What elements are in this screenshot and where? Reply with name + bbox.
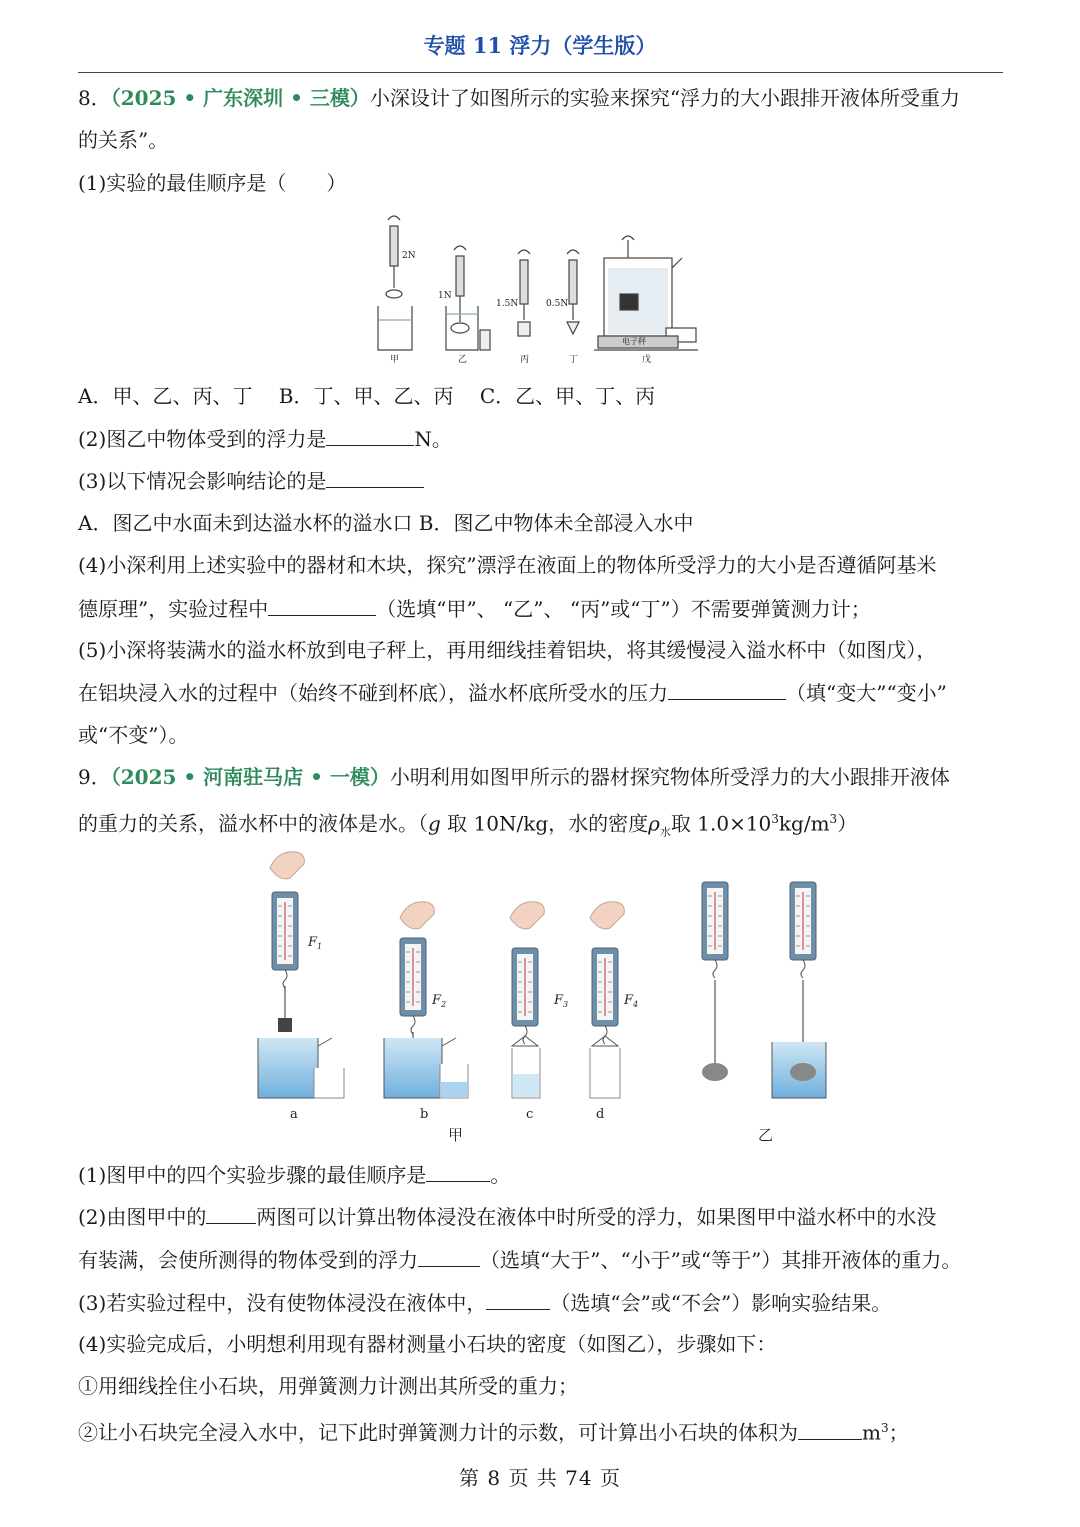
q8-stem-line2: 的关系”。 bbox=[78, 128, 169, 152]
q8-part5-line2 bbox=[78, 678, 947, 707]
q9-part2-text1: (2)由图甲中的 bbox=[78, 1205, 207, 1229]
q9-part3-text2: （选填“会”或“不会”）影响实验结果。 bbox=[550, 1291, 892, 1315]
fig9-caption-yi: 乙 bbox=[758, 1126, 774, 1144]
fig9-caption-jia: 甲 bbox=[448, 1126, 464, 1144]
fig8-force-bing: 1.5N bbox=[496, 299, 519, 309]
fig9-force-f3: $F_3$ bbox=[554, 993, 569, 1009]
q8-part2-text: (2)图乙中物体受到的浮力是 bbox=[78, 427, 327, 451]
q9-number: 9． bbox=[78, 765, 111, 789]
q9-part1 bbox=[78, 1160, 510, 1189]
q9-stem-line2 bbox=[78, 805, 857, 847]
page-footer: 第 8 页 共 74 页 bbox=[459, 1466, 621, 1490]
q9-stem-exp-b: 3 bbox=[829, 812, 838, 826]
q9-part3-blank[interactable] bbox=[486, 1288, 550, 1310]
q9-part1-text: (1)图甲中的四个实验步骤的最佳顺序是 bbox=[78, 1163, 427, 1187]
q9-step2-unit: m bbox=[862, 1420, 881, 1445]
q9-step2 bbox=[78, 1414, 909, 1447]
q9-part3 bbox=[78, 1288, 891, 1317]
q8-part2 bbox=[78, 424, 452, 453]
fig8-force-yi: 1N bbox=[438, 291, 452, 301]
q9-part2-line2 bbox=[78, 1245, 961, 1274]
q8-part1: (1)实验的最佳顺序是（ ） bbox=[78, 171, 347, 195]
q8-part3-blank[interactable] bbox=[326, 466, 424, 488]
fig9-label-c: c bbox=[526, 1107, 534, 1122]
q9-step2-blank[interactable] bbox=[798, 1418, 862, 1440]
q8-part5-text: 在铝块浸入水的过程中（始终不碰到杯底），溢水杯底所受水的压力 bbox=[78, 681, 668, 705]
fig8-force-ding: 0.5N bbox=[546, 299, 569, 309]
fig9-setup-yi-air bbox=[702, 882, 728, 1081]
q8-part4-text2: （选填“甲”、 “乙”、 “丙”或“丁”）不需要弹簧测力计； bbox=[376, 597, 871, 621]
q9-stem-rho-sub: 水 bbox=[659, 825, 671, 839]
q8-stem-line1 bbox=[78, 84, 960, 112]
q8-part3-text: (3)以下情况会影响结论的是 bbox=[78, 469, 327, 493]
q9-stem-text2d: kg/m bbox=[778, 811, 830, 836]
q8-number: 8． bbox=[78, 86, 111, 110]
q9-stem-g: g bbox=[428, 811, 441, 836]
q8-options1: A．甲、乙、丙、丁 B．丁、甲、乙、丙 C．乙、甲、丁、丙 bbox=[78, 384, 656, 408]
q8-options3: A．图乙中水面未到达溢水杯的溢水口 B．图乙中物体未全部浸入水中 bbox=[78, 511, 694, 535]
q9-part2-blank2[interactable] bbox=[418, 1245, 480, 1267]
fig9-label-b: b bbox=[420, 1107, 429, 1122]
q9-stem-exp-a: 3 bbox=[771, 812, 779, 826]
fig8-label-wu: 戊 bbox=[642, 355, 652, 365]
fig8-setup-yi bbox=[446, 246, 490, 350]
fig8-label-bing: 丙 bbox=[520, 355, 530, 365]
fig8-scale-label: 电子秤 bbox=[622, 337, 646, 346]
fig8-setup-wu bbox=[594, 236, 698, 350]
q8-part2-unit: N。 bbox=[414, 427, 452, 451]
q8-experiment-figure bbox=[360, 210, 700, 370]
q8-part5-text2: （填“变大”“变小” bbox=[786, 681, 947, 705]
q9-part2-text4: （选填“大于”、“小于”或“等于”）其排开液体的重力。 bbox=[480, 1248, 962, 1272]
fig8-force-jia: 2N bbox=[402, 251, 416, 261]
q8-part2-blank[interactable] bbox=[326, 424, 414, 446]
q8-part3 bbox=[78, 466, 424, 495]
fig9-step-c bbox=[510, 902, 544, 1098]
q9-part1-end: 。 bbox=[490, 1163, 511, 1187]
fig9-step-b bbox=[384, 902, 468, 1098]
q9-part3-text: (3)若实验过程中，没有使物体浸没在液体中， bbox=[78, 1291, 487, 1315]
q9-part4: (4)实验完成后，小明想利用现有器材测量小石块的密度（如图乙），步骤如下： bbox=[78, 1332, 777, 1356]
q8-part5-line3: 或“不变”）。 bbox=[78, 723, 189, 747]
fig9-force-f1: $F_1$ bbox=[308, 935, 323, 951]
q9-stem-text2a: 的重力的关系，溢水杯中的液体是水。（ bbox=[78, 811, 428, 836]
q9-stem-text2b: 取 10N/kg，水的密度 bbox=[440, 811, 649, 836]
page-header-title: 专题 11 浮力（学生版） bbox=[423, 33, 657, 58]
fig9-step-d bbox=[590, 902, 624, 1098]
q9-part2-blank1[interactable] bbox=[206, 1202, 256, 1224]
q9-step2-exp: 3 bbox=[880, 1421, 889, 1435]
fig8-setup-ding bbox=[567, 250, 579, 334]
fig9-setup-yi-water bbox=[772, 882, 826, 1098]
q9-stem-text2c: 取 1.0×10 bbox=[670, 811, 772, 836]
fig9-step-a bbox=[258, 852, 344, 1098]
q8-part4-line2 bbox=[78, 594, 871, 623]
q9-part2-text2: 两图可以计算出物体浸没在液体中时所受的浮力，如果图甲中溢水杯中的水没 bbox=[256, 1205, 937, 1229]
q9-stem-rho: ρ bbox=[648, 811, 660, 836]
q8-part5-blank[interactable] bbox=[668, 678, 786, 700]
q9-part2-text3: 有装满，会使所测得的物体受到的浮力 bbox=[78, 1248, 418, 1272]
q9-stem-text1: 小明利用如图甲所示的器材探究物体所受浮力的大小跟排开液体 bbox=[389, 765, 950, 789]
q9-part2-line1 bbox=[78, 1202, 936, 1231]
q9-experiment-figure bbox=[250, 846, 840, 1146]
fig8-label-yi: 乙 bbox=[458, 355, 468, 365]
fig9-label-a: a bbox=[290, 1107, 298, 1122]
q8-part5-line1: (5)小深将装满水的溢水杯放到电子秤上，再用细线挂着铝块，将其缓慢浸入溢水杯中（如图戊）， bbox=[78, 638, 937, 662]
q8-part4-blank[interactable] bbox=[268, 594, 376, 616]
q8-part4-line1: (4)小深利用上述实验中的器材和木块，探究”漂浮在液面上的物体所受浮力的大小是否遵循阿基米 bbox=[78, 553, 937, 577]
fig8-setup-jia bbox=[378, 216, 412, 350]
fig8-label-ding: 丁 bbox=[569, 355, 579, 365]
fig8-setup-bing bbox=[518, 250, 530, 336]
q8-stem-text1: 小深设计了如图所示的实验来探究“浮力的大小跟排开液体所受重力 bbox=[369, 86, 961, 110]
fig9-force-f4: $F_4$ bbox=[624, 993, 639, 1009]
q8-source: （2025 • 广东深圳 • 三模） bbox=[110, 86, 370, 110]
q8-part4-text: 德原理”，实验过程中 bbox=[78, 597, 269, 621]
fig9-label-d: d bbox=[596, 1107, 605, 1122]
q9-part1-blank[interactable] bbox=[426, 1160, 490, 1182]
q9-step2-end: ； bbox=[888, 1420, 909, 1445]
fig9-force-f2: $F_2$ bbox=[432, 993, 447, 1009]
q9-stem-text2e: ） bbox=[837, 811, 858, 836]
header-divider bbox=[78, 72, 1003, 73]
q9-step1: ①用细线拴住小石块，用弹簧测力计测出其所受的重力； bbox=[78, 1374, 578, 1398]
q9-step2-text: ②让小石块完全浸入水中，记下此时弹簧测力计的示数，可计算出小石块的体积为 bbox=[78, 1420, 798, 1445]
q9-stem-line1 bbox=[78, 763, 950, 791]
q9-source: （2025 • 河南驻马店 • 一模） bbox=[110, 765, 390, 789]
fig8-label-jia: 甲 bbox=[390, 355, 400, 365]
